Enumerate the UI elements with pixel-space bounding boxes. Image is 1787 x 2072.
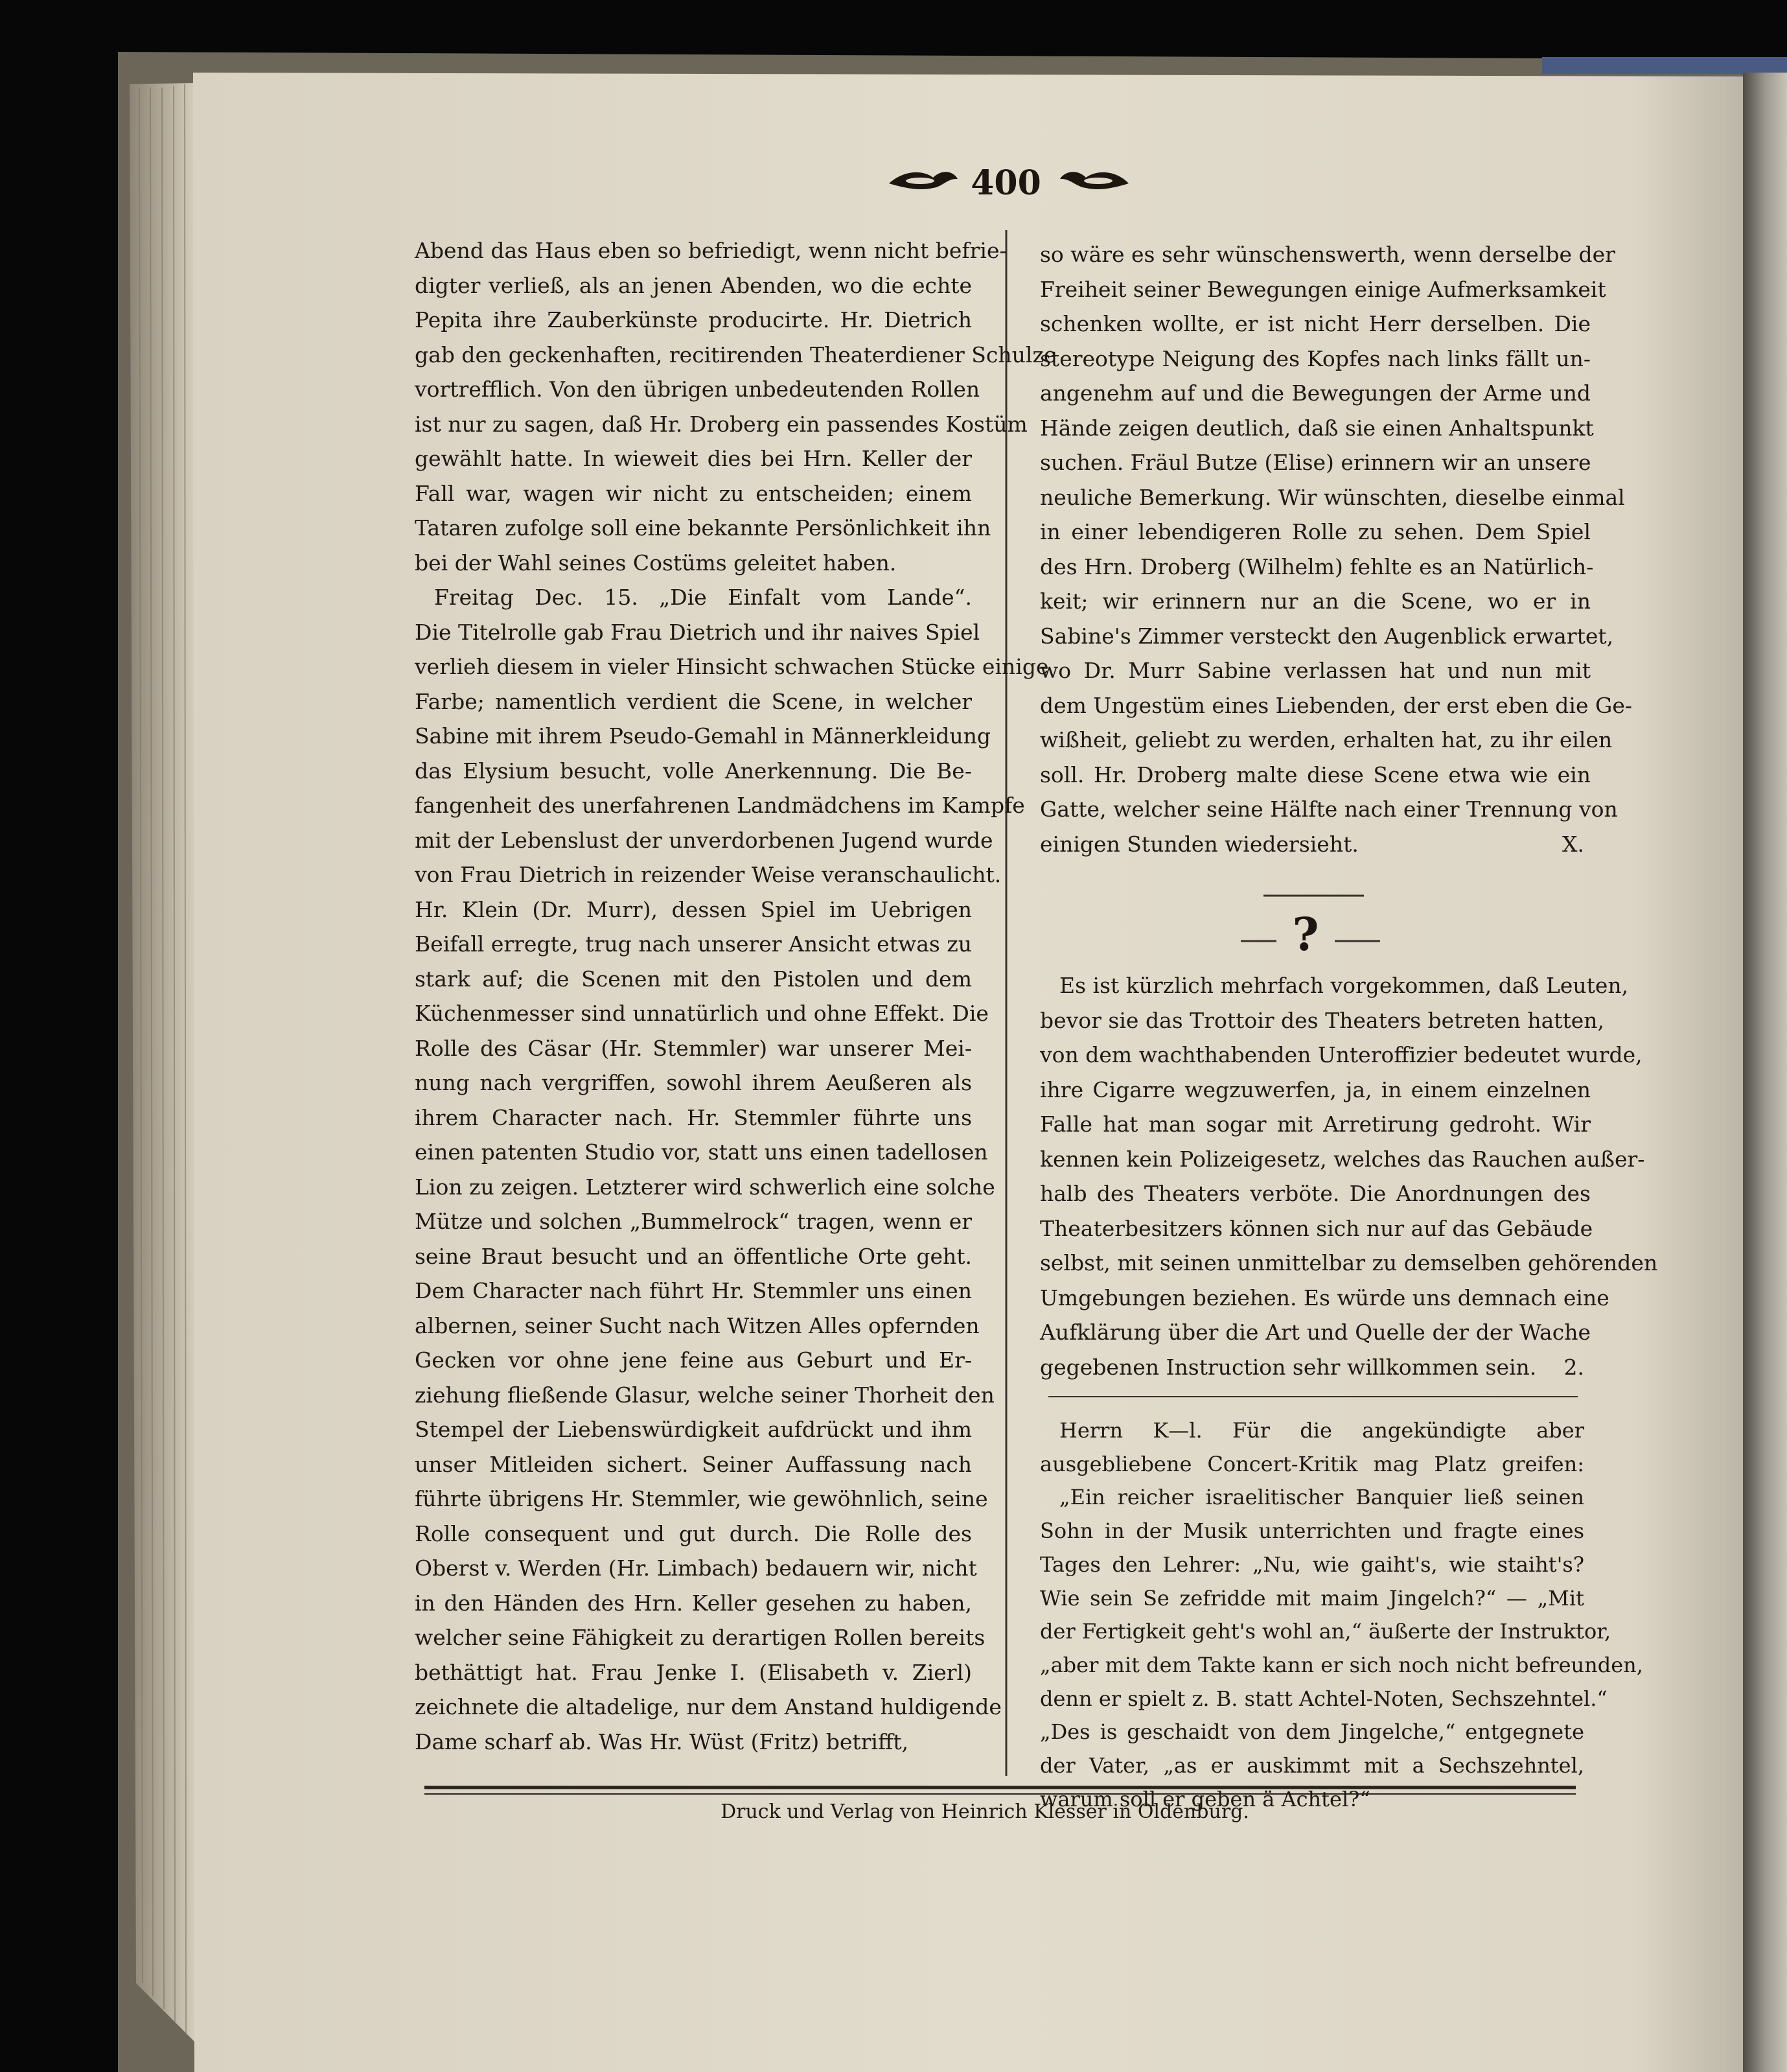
text-line: verlieh diesem in vieler Hinsicht schwachen Stücke einige <box>415 654 1049 679</box>
text-line: angenehm auf und die Bewegungen der Arme und <box>1040 380 1591 406</box>
text-line: seine Braut besucht und an öffentliche Orte geht. <box>415 1243 972 1269</box>
text-line: der Fertigkeit geht's wohl an,“ äußerte der Instruktor, <box>1040 1619 1611 1644</box>
text-line: stark auf; die Scenen mit den Pistolen und dem <box>415 966 972 992</box>
text-line: kennen kein Polizeigesetz, welches das Rauchen außer- <box>1040 1146 1645 1172</box>
text-line: digter verließ, als an jenen Abenden, wo die echte <box>415 272 972 298</box>
text-line: Hr. Klein (Dr. Murr), dessen Spiel im Uebrigen <box>415 896 972 922</box>
text-line: denn er spielt z. B. statt Achtel-Noten, Sechszehntel.“ <box>1040 1686 1608 1711</box>
text-line: Gatte, welcher seine Hälfte nach einer Trennung von <box>1040 797 1618 822</box>
article-left-column <box>415 233 1057 1759</box>
text-line: bethättigt hat. Frau Jenke I. (Elisabeth v. Zierl) <box>415 1659 972 1685</box>
text-line: mit der Lebenslust der unverdorbenen Jugend wurde <box>415 827 993 853</box>
text-line: halb des Theaters verböte. Die Anordnungen des <box>1040 1181 1591 1206</box>
text-line: zeichnete die altadelige, nur dem Anstand huldigende <box>415 1694 1002 1719</box>
signature: X. <box>1562 831 1584 857</box>
text-line: bevor sie das Trottoir des Theaters betreten hatten, <box>1040 1007 1605 1033</box>
page-number: 400 <box>971 163 1041 203</box>
text-line: einigen Stunden wiedersieht. X. <box>1040 827 1591 862</box>
text-line: Abend das Haus eben so befriedigt, wenn nicht befrie- <box>415 238 1007 263</box>
text-line: Lion zu zeigen. Letzterer wird schwerlich eine solche <box>415 1174 995 1200</box>
text-line: Es ist kürzlich mehrfach vorgekommen, daß Leuten, <box>1059 973 1629 998</box>
text-line: des Hrn. Droberg (Wilhelm) fehlte es an Natürlich- <box>1040 553 1594 579</box>
text-line: schenken wollte, er ist nicht Herr derselben. Die <box>1040 311 1591 336</box>
text-line: neuliche Bemerkung. Wir wünschten, dieselbe einmal <box>1040 484 1625 510</box>
text-line: Küchenmesser sind unnatürlich und ohne Effekt. Die <box>415 1001 989 1026</box>
reply-to-herrn-k-section <box>1040 1414 1643 1816</box>
text-line: ist nur zu sagen, daß Hr. Droberg ein passendes Kostüm <box>415 411 1028 437</box>
text-line: dem Ungestüm eines Liebenden, der erst eben die Ge- <box>1040 692 1633 718</box>
text-line: Farbe; namentlich verdient die Scene, in welcher <box>415 688 972 714</box>
text-line: vortrefflich. Von den übrigen unbedeutenden Rollen <box>415 377 980 402</box>
text-line: Sabine mit ihrem Pseudo-Gemahl in Männerkleidung <box>415 723 991 749</box>
text-line: Umgebungen beziehen. Es würde uns demnach eine <box>1040 1285 1609 1310</box>
text-line: Dem Character nach führt Hr. Stemmler uns einen <box>415 1278 972 1303</box>
text-line: „aber mit dem Takte kann er sich noch nicht befreunden, <box>1040 1652 1643 1677</box>
text-line: ziehung fließende Glasur, welche seiner Thorheit den <box>415 1382 995 1408</box>
text-line: Aufklärung über die Art und Quelle der der Wache <box>1040 1320 1591 1345</box>
article-right-column-continuation <box>1040 237 1633 861</box>
text-line: führte übrigens Hr. Stemmler, wie gewöhnlich, seine <box>415 1486 988 1511</box>
text-line: Herrn K—l. Für die angekündigte aber <box>1059 1418 1584 1443</box>
text-line: soll. Hr. Droberg malte diese Scene etwa wie ein <box>1040 762 1591 787</box>
text-line: suchen. Fräul Butze (Elise) erinnern wir an unsere <box>1040 450 1591 475</box>
text-line: bei der Wahl seines Costüms geleitet haben. <box>415 550 897 576</box>
text-line: Wie sein Se zefridde mit maim Jingelch?“ — „Mit <box>1040 1585 1584 1611</box>
text-line: Fall war, wagen wir nicht zu entscheiden; einem <box>415 480 972 506</box>
text-line: Rolle consequent und gut durch. Die Rolle des <box>415 1520 972 1546</box>
text-line: wißheit, geliebt zu werden, erhalten hat, zu ihr eilen <box>1040 727 1613 752</box>
text-line: „Ein reicher israelitischer Banquier ließ seinen <box>1059 1485 1584 1510</box>
text-line: so wäre es sehr wünschenswerth, wenn derselbe der <box>1040 242 1615 267</box>
text-line: selbst, mit seinen unmittelbar zu demselben gehörenden <box>1040 1250 1658 1275</box>
text-line: gewählt hatte. In wieweit dies bei Hrn. Keller der <box>415 446 972 471</box>
text-line: fangenheit des unerfahrenen Landmädchens im Kampfe <box>415 793 1025 818</box>
text-line: Falle hat man sogar mit Arretirung gedroht. Wir <box>1040 1112 1591 1137</box>
text-line: einen patenten Studio vor, statt uns einen tadellosen <box>415 1139 988 1165</box>
text-line: Tages den Lehrer: „Nu, wie gaiht's, wie staiht's? <box>1040 1552 1584 1577</box>
text-line: „Des is geschaidt von dem Jingelche,“ entgegnete <box>1040 1719 1584 1745</box>
section-mark: ? <box>1292 907 1319 961</box>
text-line: Sabine's Zimmer versteckt den Augenblick erwartet, <box>1040 623 1614 649</box>
book-cover-cloth <box>1542 57 1787 74</box>
text-line: wo Dr. Murr Sabine verlassen hat und nun mit <box>1040 658 1591 683</box>
imprint-line: Druck und Verlag von Heinrich Klesser in Oldenburg. <box>721 1800 1249 1823</box>
text-line: in einer lebendigeren Rolle zu sehen. Dem Spiel <box>1040 519 1591 544</box>
notice-question-section <box>1040 968 1658 1384</box>
text-line: von Frau Dietrich in reizender Weise veranschaulicht. <box>415 862 1002 887</box>
text-line: der Vater, „as er auskimmt mit a Sechszehntel, <box>1040 1753 1584 1778</box>
text-line: stereotype Neigung des Kopfes nach links fällt un- <box>1040 345 1591 371</box>
text-line: Freiheit seiner Bewegungen einige Aufmerksamkeit <box>1040 276 1606 302</box>
text-line: das Elysium besucht, volle Anerkennung. Die Be- <box>415 758 972 784</box>
text-line: gegebenen Instruction sehr willkommen sein. 2. <box>1040 1350 1591 1385</box>
text-line: Freitag Dec. 15. „Die Einfalt vom Lande“. <box>434 585 972 610</box>
text-line: nung nach vergriffen, sowohl ihrem Aeußeren als <box>415 1070 972 1095</box>
text-line: welcher seine Fähigkeit zu derartigen Rollen bereits <box>415 1625 986 1650</box>
text-line: Hände zeigen deutlich, daß sie einen Anhaltspunkt <box>1040 415 1594 441</box>
text-line: von dem wachthabenden Unteroffizier bedeutet wurde, <box>1040 1042 1643 1067</box>
text-line: keit; wir erinnern nur an die Scene, wo er in <box>1040 588 1591 614</box>
page-gutter <box>1743 73 1787 2072</box>
text-line: warum soll er geben ä Achtel?“ <box>1040 1786 1370 1811</box>
text-line: ihre Cigarre wegzuwerfen, ja, in einem einzelnen <box>1040 1077 1591 1102</box>
text-line: Tataren zufolge soll eine bekannte Persönlichkeit ihn <box>415 515 991 541</box>
text-line: Pepita ihre Zauberkünste producirte. Hr. Dietrich <box>415 307 972 332</box>
text-line: Mütze und solchen „Bummelrock“ tragen, wenn er <box>415 1209 972 1234</box>
text-line: unser Mitleiden sichert. Seiner Auffassung nach <box>415 1451 972 1477</box>
text-line: ausgebliebene Concert-Kritik mag Platz greifen: <box>1040 1451 1584 1476</box>
text-line: Die Titelrolle gab Frau Dietrich und ihr naives Spiel <box>415 619 980 645</box>
text-line: gab den geckenhaften, recitirenden Theaterdiener Schulze <box>415 342 1057 367</box>
text-line: Dame scharf ab. Was Hr. Wüst (Fritz) betrifft, <box>415 1729 909 1754</box>
text-line: ihrem Character nach. Hr. Stemmler führte uns <box>415 1104 972 1130</box>
text-line: Sohn in der Musik unterrichten und fragte eines <box>1040 1519 1584 1544</box>
signature: 2. <box>1563 1354 1584 1380</box>
text-line: albernen, seiner Sucht nach Witzen Alles opfernden <box>415 1312 980 1338</box>
text-line: Stempel der Liebenswürdigkeit aufdrückt und ihm <box>415 1417 972 1442</box>
text-line: Gecken vor ohne jene feine aus Geburt und Er- <box>415 1347 972 1373</box>
text-line: Beifall erregte, trug nach unserer Ansicht etwas zu <box>415 931 972 957</box>
text-line: Theaterbesitzers können sich nur auf das Gebäude <box>1040 1215 1593 1241</box>
text-line: in den Händen des Hrn. Keller gesehen zu haben, <box>415 1590 972 1616</box>
text-line: Oberst v. Werden (Hr. Limbach) bedauern wir, nicht <box>415 1555 977 1581</box>
text-line: Rolle des Cäsar (Hr. Stemmler) war unserer Mei- <box>415 1035 972 1061</box>
